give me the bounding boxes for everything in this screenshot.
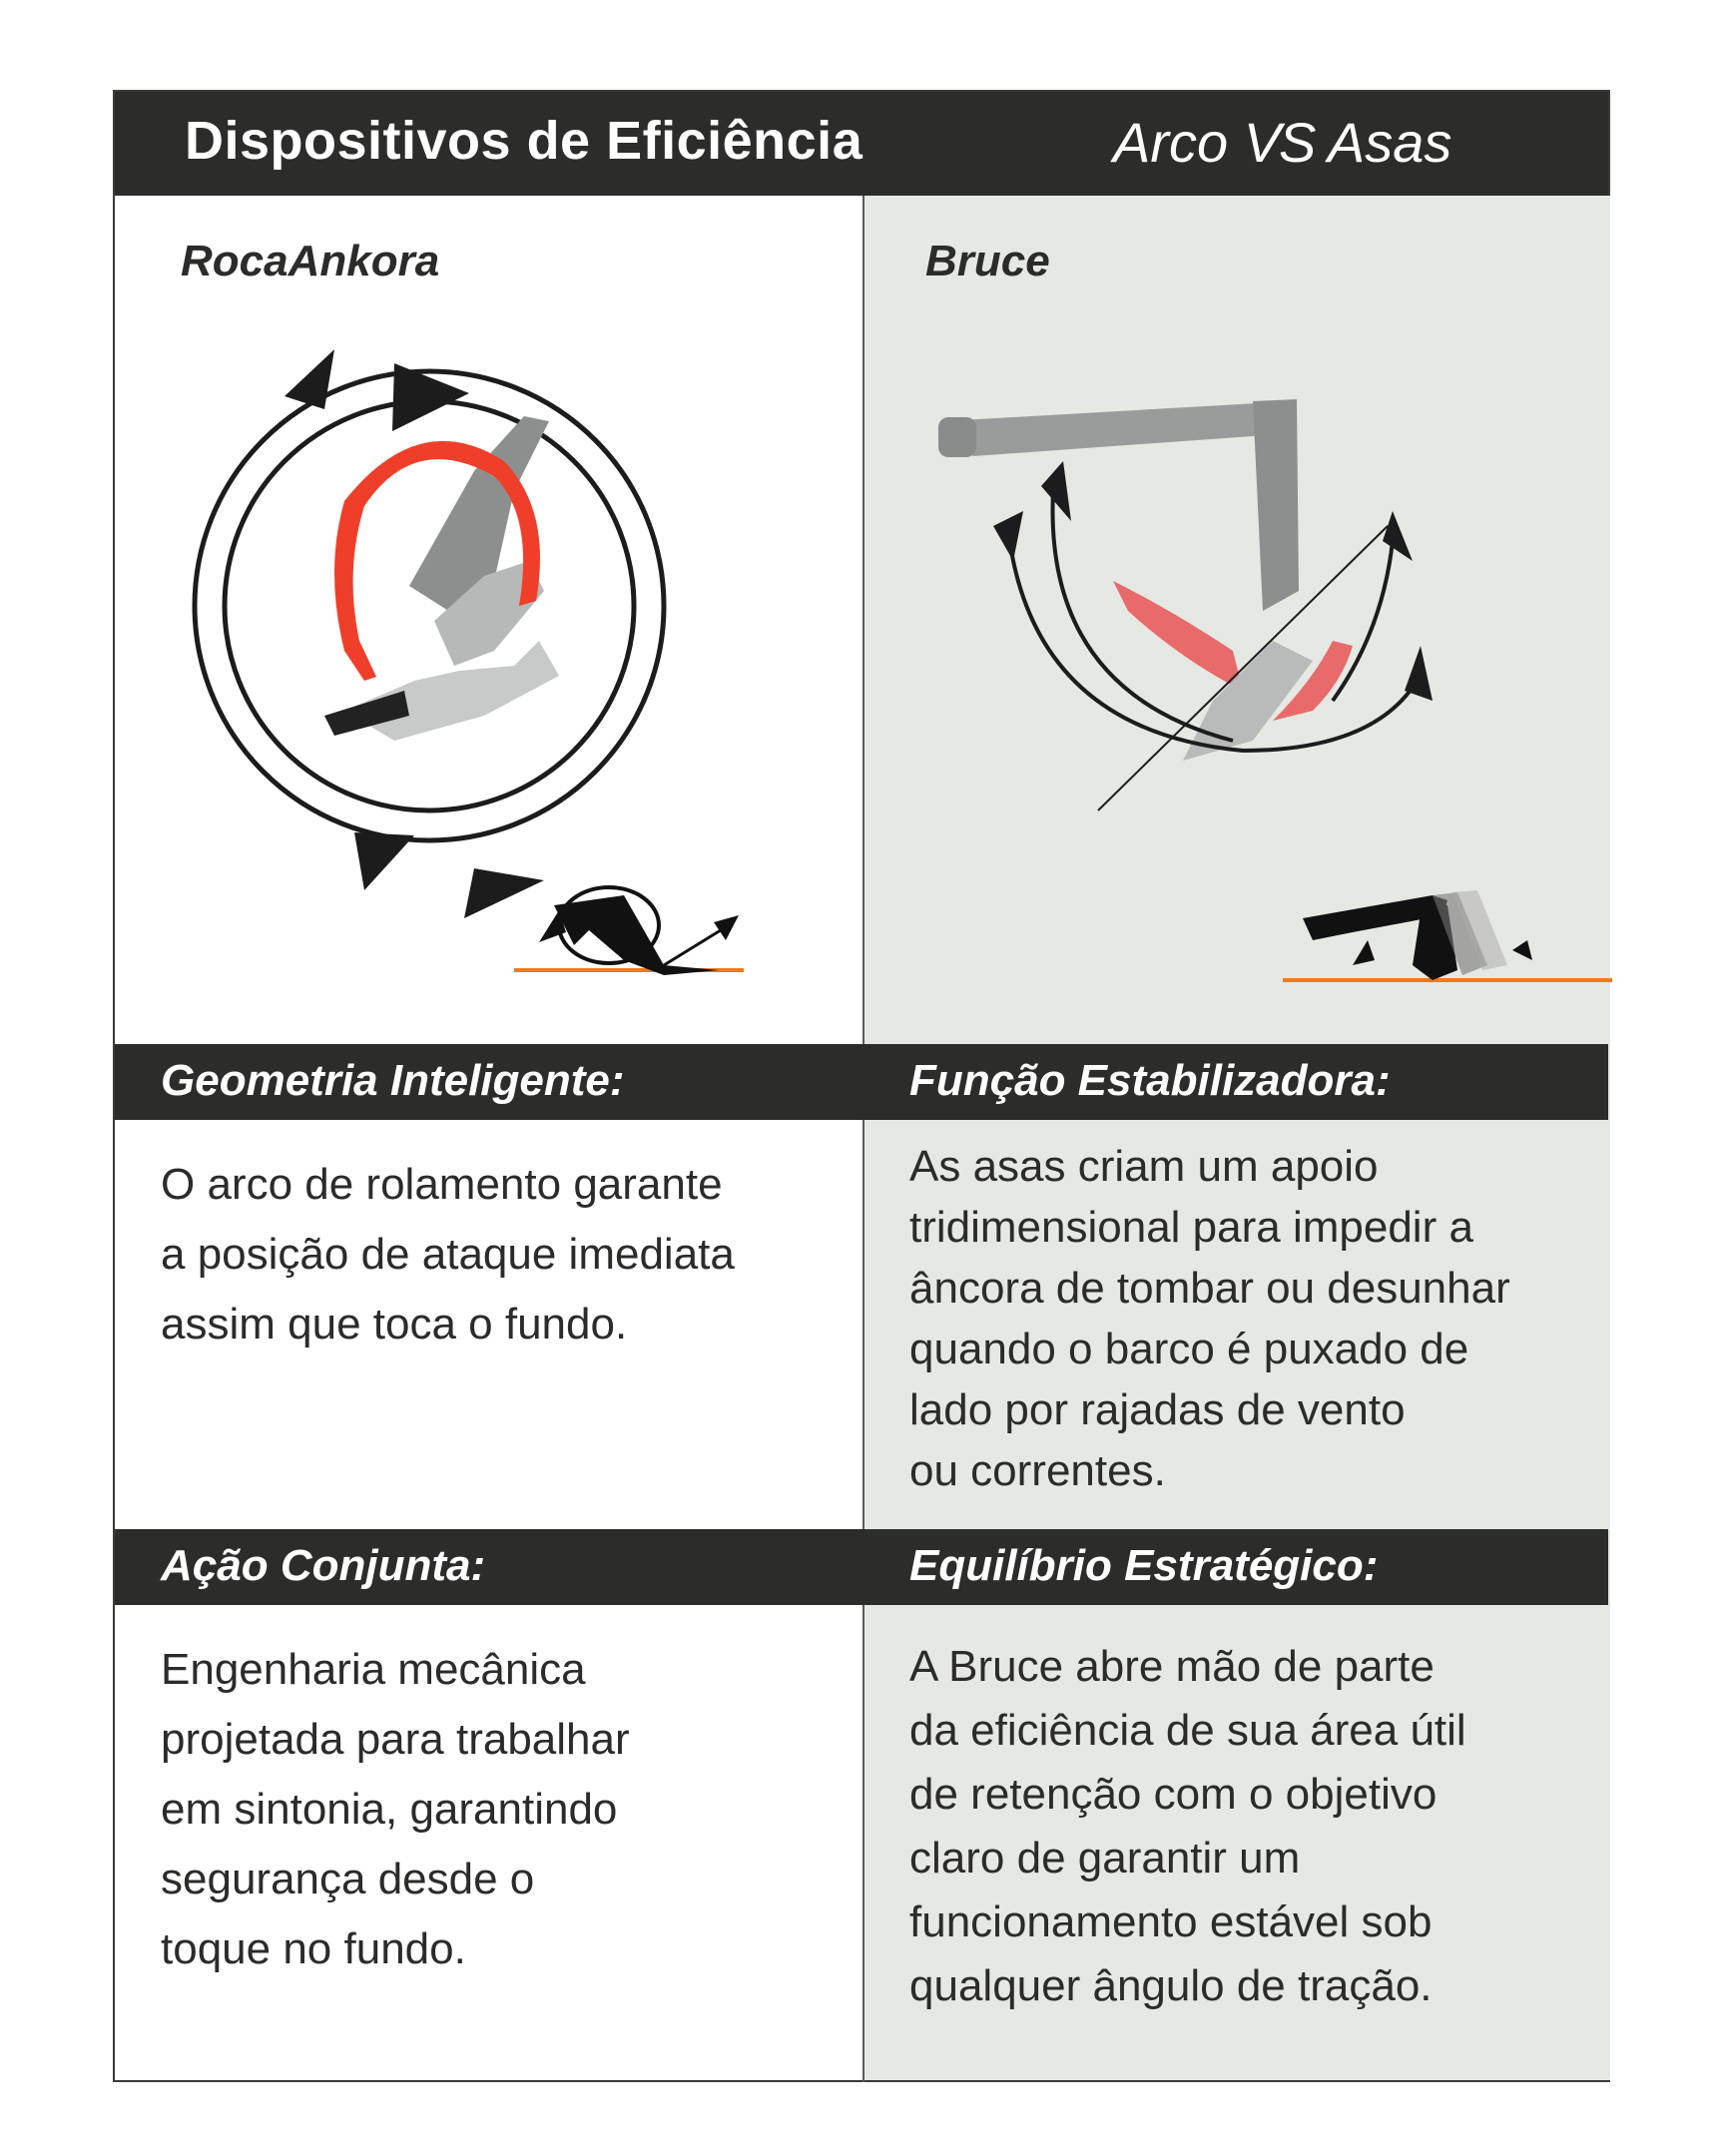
text-line: A Bruce abre mão de parte [909,1642,1435,1691]
text-line: em sintonia, garantindo [161,1785,618,1834]
bruce-anchor-illustration [913,361,1552,920]
text-line: projetada para trabalhar [161,1715,630,1764]
text-line: O arco de rolamento garante [161,1160,723,1209]
subtitle-asas: Asas [1314,111,1452,174]
text-line: âncora de tombar ou desunhar [909,1264,1510,1313]
text-line: funcionamento estável sob [909,1897,1433,1946]
bruce-tilt-icon [1283,870,1612,1000]
text-line: a posição de ataque imediata [161,1230,735,1279]
text-line: lado por rajadas de vento [909,1385,1406,1434]
text-equilibrio [909,1635,1466,2018]
section-bar-1 [115,1044,1608,1120]
rocaankora-anchor-illustration [175,321,734,910]
text-line: de retenção com o objetivo [909,1770,1438,1819]
text-line: claro de garantir um [909,1834,1301,1883]
text-line: As asas criam um apoio [909,1142,1379,1191]
text-acao [161,1635,630,1984]
text-line: qualquer ângulo de tração. [909,1961,1433,2010]
section-bar-2 [115,1529,1608,1605]
rocaankora-label: RocaAnkora [181,237,440,285]
text-geometria [161,1150,735,1359]
heading-geometria: Geometria Inteligente: [161,1056,625,1105]
subtitle-vs: VS [1243,111,1315,174]
column-divider [862,196,864,2082]
page-title: Dispositivos de Eficiência [185,111,863,171]
text-line: toque no fundo. [161,1924,466,1973]
text-line: tridimensional para impedir a [909,1203,1473,1252]
text-line: da eficiência de sua área útil [909,1706,1466,1755]
roll-arrows-icon [195,371,664,840]
comparison-table [113,90,1610,2082]
text-line: assim que toca o fundo. [161,1300,628,1348]
bruce-label: Bruce [925,237,1050,285]
header-bar [115,92,1608,196]
heading-acao: Ação Conjunta: [161,1541,486,1590]
page-subtitle [1113,110,1451,175]
text-line: segurança desde o [161,1855,535,1903]
heading-equilibrio: Equilíbrio Estratégico: [909,1541,1379,1590]
heading-funcao: Função Estabilizadora: [909,1056,1391,1105]
text-funcao [909,1136,1510,1501]
anchor-roll-icon [514,870,744,1000]
anchor-body [324,416,559,741]
text-line: Engenharia mecânica [161,1645,586,1694]
text-line: quando o barco é puxado de [909,1325,1469,1373]
text-line: ou correntes. [909,1446,1166,1495]
subtitle-arco: Arco [1113,111,1244,174]
